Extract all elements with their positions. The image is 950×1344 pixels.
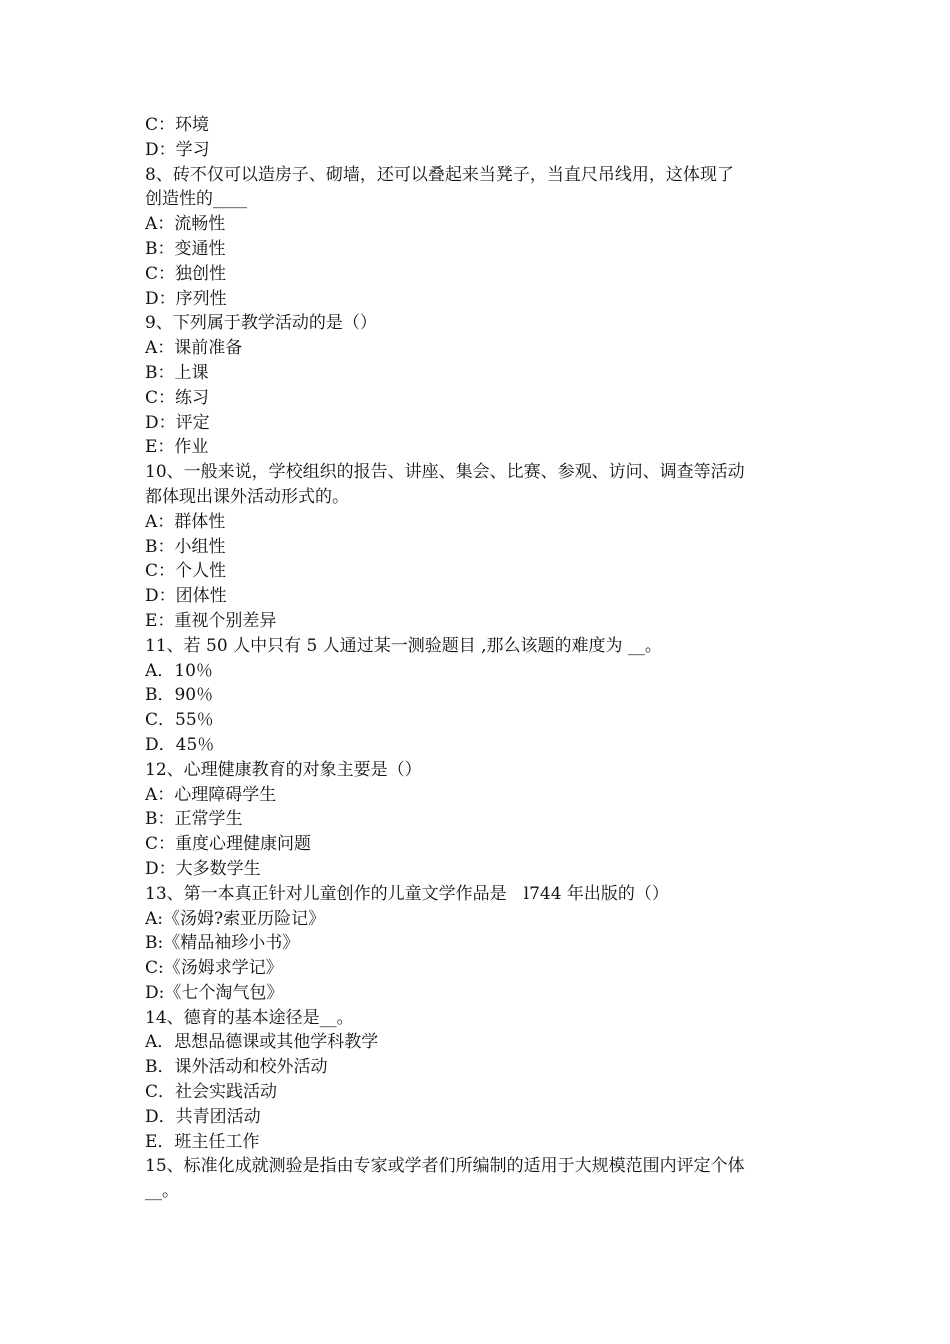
- text-line: B．90％: [145, 685, 214, 706]
- text-line: 创造性的____: [145, 189, 247, 210]
- text-line: A：心理障碍学生: [145, 784, 277, 805]
- text-line: B：上课: [145, 362, 209, 383]
- text-line: D：团体性: [145, 586, 227, 607]
- text-line: E．班主任工作: [145, 1131, 260, 1152]
- text-line: B:《精品袖珍小书》: [145, 933, 300, 954]
- text-line: C：练习: [145, 387, 210, 408]
- text-line: C．55％: [145, 710, 214, 731]
- text-line: B．课外活动和校外活动: [145, 1057, 328, 1078]
- text-line: A．思想品德课或其他学科教学: [145, 1032, 379, 1053]
- text-line: D：序列性: [145, 288, 227, 309]
- text-line: 11、若 50 人中只有 5 人通过某一测验题目 ,那么该题的难度为 __。: [145, 635, 662, 656]
- text-line: 9、下列属于教学活动的是（）: [145, 313, 377, 334]
- text-line: B：小组性: [145, 536, 226, 557]
- text-line: E：重视个别差异: [145, 610, 277, 631]
- text-line: C：环境: [145, 115, 210, 135]
- text-line: C：重度心理健康问题: [145, 834, 312, 855]
- text-line: 13、第一本真正针对儿童创作的儿童文学作品是 l744 年出版的（）: [145, 883, 669, 904]
- text-line: E：作业: [145, 437, 209, 458]
- text-line: 8、砖不仅可以造房子、砌墙，还可以叠起来当凳子，当直尺吊线用，这体现了: [145, 164, 734, 185]
- text-line: A．10％: [145, 660, 213, 681]
- text-line: B：变通性: [145, 238, 226, 259]
- text-line: D：大多数学生: [145, 858, 261, 879]
- text-line: B：正常学生: [145, 809, 243, 830]
- text-line: C：独创性: [145, 263, 227, 284]
- text-line: A：群体性: [145, 511, 226, 532]
- text-line: A：流畅性: [145, 214, 226, 235]
- text-line: C：个人性: [145, 561, 227, 582]
- text-line: 都体现出课外活动形式的。: [145, 486, 349, 507]
- text-line: A:《汤姆?索亚历险记》: [145, 908, 326, 929]
- text-line: 15、标准化成就测验是指由专家或学者们所编制的适用于大规模范围内评定个体: [145, 1156, 745, 1177]
- text-line: 10、一般来说，学校组织的报告、讲座、集会、比赛、参观、访问、调查等活动: [145, 462, 745, 483]
- page-content: [145, 113, 810, 1204]
- text-line: C:《汤姆求学记》: [145, 958, 283, 979]
- text-line: D：学习: [145, 139, 210, 160]
- text-line: 12、心理健康教育的对象主要是（）: [145, 759, 422, 780]
- text-line: D:《七个淘气包》: [145, 982, 284, 1003]
- text-line: D．共青团活动: [145, 1106, 261, 1127]
- text-line: C．社会实践活动: [145, 1082, 278, 1103]
- text-line: D．45％: [145, 734, 215, 755]
- text-line: 14、德育的基本途径是__。: [145, 1007, 354, 1028]
- text-line: A：课前准备: [145, 338, 243, 359]
- text-line: __。: [145, 1181, 179, 1202]
- text-line: D：评定: [145, 412, 210, 433]
